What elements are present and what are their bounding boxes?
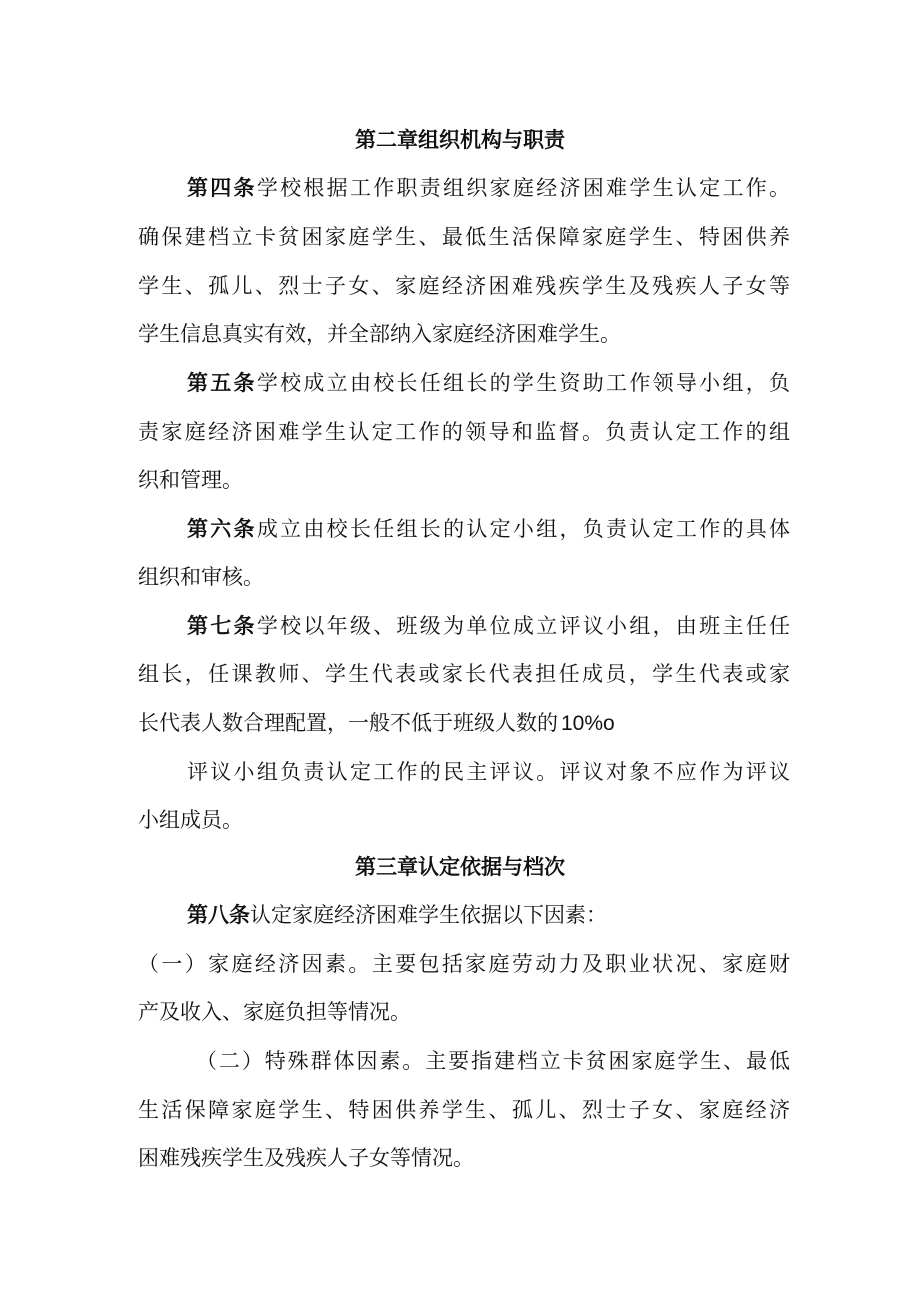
article-4-line-3: 学生、孤儿、烈士子女、家庭经济困难残疾学生及残疾人子女等 xyxy=(138,274,790,298)
article-6-text: 成立由校长任组长的认定小组，负责认定工作的具体 xyxy=(256,517,791,541)
article-5-line-2: 责家庭经济困难学生认定工作的领导和监督。负责认定工作的组 xyxy=(138,420,790,444)
article-7-text: 学校以年级、班级为单位成立评议小组，由班主任任 xyxy=(256,614,791,638)
article-4-line-4: 学生信息真实有效，并全部纳入家庭经济困难学生。 xyxy=(138,322,621,346)
article-8-item-2-line-2: 生活保障家庭学生、特困供养学生、孤儿、烈士子女、家庭经济 xyxy=(138,1098,790,1122)
chapter-3-title: 第三章认定依据与档次 xyxy=(355,855,565,879)
article-8-item-1-line-1: （一）家庭经济因素。主要包括家庭劳动力及职业状况、家庭财 xyxy=(138,952,790,976)
article-4-text: 学校根据工作职责组织家庭经济困难学生认定工作。 xyxy=(256,176,791,200)
article-7-para-2-line-2: 小组成员。 xyxy=(138,808,243,832)
article-7-line-2: 组长，任课教师、学生代表或家长代表担任成员，学生代表或家 xyxy=(138,662,790,686)
article-4-line-2: 确保建档立卡贫困家庭学生、最低生活保障家庭学生、特困供养 xyxy=(138,225,790,249)
article-5-line-1 xyxy=(187,369,790,397)
article-6-line-1 xyxy=(187,515,790,543)
article-8-text: 认定家庭经济困难学生依据以下因素： xyxy=(250,903,607,927)
article-7-para-2-line-1: 评议小组负责认定工作的民主评议。评议对象不应作为评议 xyxy=(187,760,790,784)
article-6-label: 第六条 xyxy=(187,517,257,541)
article-8-item-2-line-1: （二）特殊群体因素。主要指建档立卡贫困家庭学生、最低 xyxy=(196,1049,790,1073)
article-4-line-1 xyxy=(187,174,790,202)
article-8-item-2-line-3: 困难残疾学生及残疾人子女等情况。 xyxy=(138,1146,474,1170)
article-5-label: 第五条 xyxy=(187,371,257,395)
article-4-label: 第四条 xyxy=(187,176,257,200)
article-6-line-2: 组织和审核。 xyxy=(138,565,264,589)
article-8-line-1 xyxy=(187,901,790,929)
article-8-item-1-line-2: 产及收入、家庭负担等情况。 xyxy=(138,1000,411,1024)
article-5-text: 学校成立由校长任组长的学生资助工作领导小组，负 xyxy=(256,371,791,395)
article-8-label: 第八条 xyxy=(187,903,250,927)
article-7-line-3 xyxy=(138,709,790,738)
chapter-2-title: 第二章组织机构与职责 xyxy=(355,128,565,152)
article-5-line-3: 织和管理。 xyxy=(138,468,243,492)
article-7-percentage: 10%o xyxy=(561,712,615,735)
article-7-label: 第七条 xyxy=(187,614,257,638)
article-7-line-3-text: 长代表人数合理配置，一般不低于班级人数的 xyxy=(138,711,558,735)
article-7-line-1 xyxy=(187,612,790,640)
